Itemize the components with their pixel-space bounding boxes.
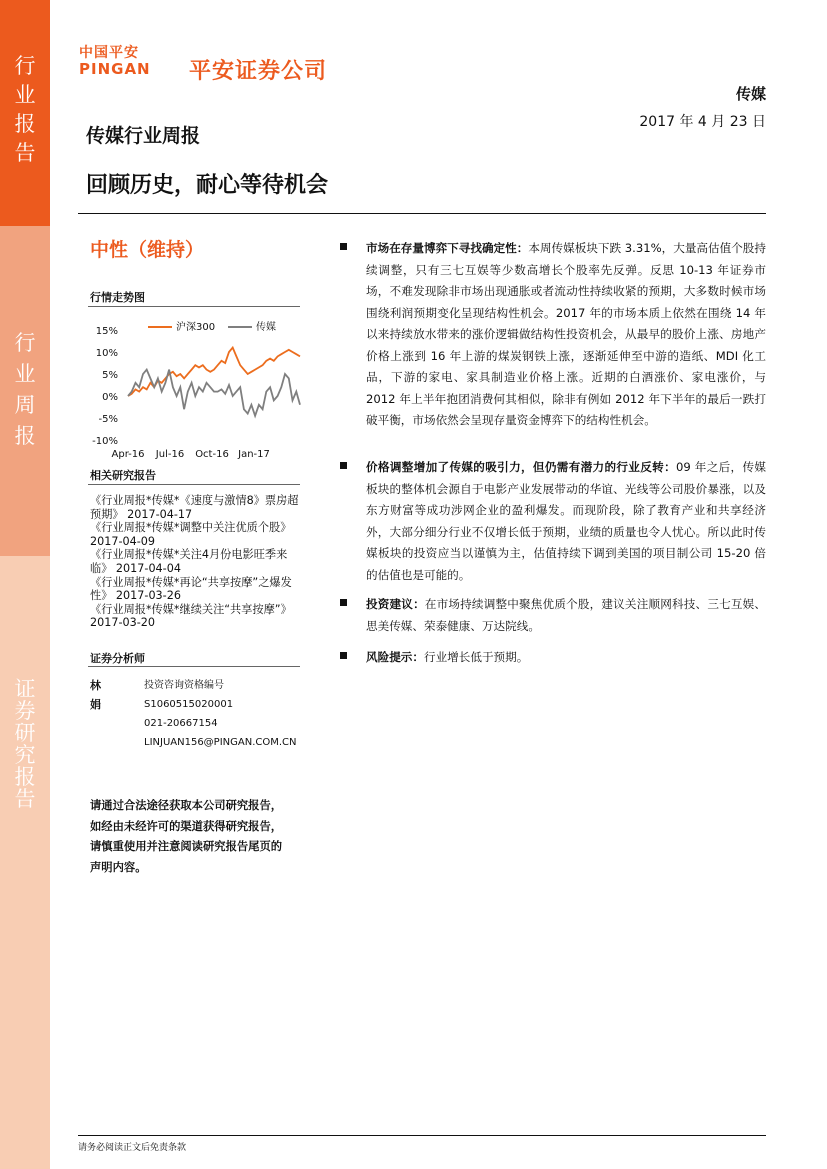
chart-section-divider (88, 306, 300, 307)
series-line-csi300 (128, 348, 300, 396)
sidebar-band-middle (0, 226, 50, 556)
y-tick-label: 5% (102, 370, 118, 381)
y-tick-label: 15% (95, 326, 118, 337)
sidebar-band-top (0, 0, 50, 226)
key-point-lead: 价格调整增加了传媒的吸引力，但仍需有潜力的行业反转： (366, 460, 676, 474)
analyst-phone: 021-20667154 (144, 718, 218, 729)
legend-label: 传媒 (256, 322, 276, 333)
analyst-email[interactable]: LINJUAN156@PINGAN.COM.CN (144, 737, 297, 748)
y-tick-label: 0% (102, 392, 118, 403)
key-point (340, 238, 766, 432)
reports-section-title: 相关研究报告 (90, 469, 156, 482)
x-tick-label: Jan-17 (238, 449, 270, 460)
key-point-lead: 风险提示： (366, 650, 424, 664)
legend-label: 沪深300 (176, 322, 216, 333)
report-headline: 回顾历史，耐心等待机会 (86, 173, 329, 198)
analyst-info (144, 676, 344, 752)
chart-section-title: 行情走势图 (90, 291, 145, 304)
sidebar-label-weekly-report: 行 业 周 报 (14, 331, 36, 448)
analyst-section-divider (88, 666, 300, 667)
key-point (340, 594, 766, 637)
sector-label: 传媒 (735, 85, 766, 103)
related-report-item[interactable]: 《行业周报*传媒*再论“共享按摩”之爆发性》 2017-03-26 (90, 575, 292, 603)
x-tick-label: Oct-16 (195, 449, 229, 460)
key-point-lead: 投资建议： (366, 597, 425, 611)
sidebar-band-bottom (0, 556, 50, 1169)
related-report-item[interactable]: 《行业周报*传媒*调整中关注优质个股》 2017-04-09 (90, 521, 292, 548)
chart-lines (128, 348, 300, 416)
market-trend-chart (88, 318, 303, 464)
key-point (340, 647, 766, 669)
report-date: 2017 年 4 月 23 日 (639, 114, 766, 130)
key-point-body: 在市场持续调整中聚焦优质个股，建议关注顺网科技、三七互娱、思美传媒、荣泰健康、万达院线。 (366, 597, 766, 633)
bullet-square-icon (340, 599, 347, 606)
sidebar-label-industry-report: 行 业 报 告 (14, 54, 36, 165)
footer-divider (78, 1135, 766, 1136)
footer-note: 请务必阅读正文后免责条款 (78, 1143, 187, 1153)
bullet-square-icon (340, 462, 347, 469)
analyst-name: 林娟 (90, 679, 101, 711)
reports-section-divider (88, 484, 300, 485)
company-name: 平安证券公司 (189, 59, 328, 84)
x-tick-label: Apr-16 (111, 449, 145, 460)
header-divider (78, 213, 766, 214)
related-report-item[interactable]: 《行业周报*传媒*《速度与激情8》票房超预期》 2017-04-17 (90, 494, 299, 521)
y-tick-label: -5% (98, 414, 118, 425)
series-line-media (128, 370, 300, 416)
y-tick-label: 10% (95, 348, 118, 359)
key-point-body: 本周传媒板块下跌 3.31%，大量高估值个股持续调整，只有三七互娱等少数高增长个股率先反弹。反思 10-13 年证券市场，不难发现除非市场出现通胀或者流动性持续收紧的预期，大多数时候市场围绕利润预期变化呈现结构性机会。2017 年的市场本质上依然在围绕 14 年以来持续放水带来的涨价逻辑做结构性投资机会，从最早的股价上涨、房地产价格上涨到 16 年上游的煤炭钢铁上涨，逐渐延伸至中游的造纸、MDI 化工品，下游的家电、家具制造业价格上涨。近期的白酒涨价、家电涨价，与 2012 年上半年抱团消费何其相似，除非有例如 2012 年下半年的最后一跌打破平衡，市场依然会呈现存量资金博弈下的结构性机会。 (366, 241, 766, 427)
x-tick-label: Jul-16 (155, 449, 185, 460)
y-tick-label: -10% (92, 436, 118, 447)
key-point (340, 457, 766, 586)
y-axis (92, 326, 118, 447)
logo-mark (79, 42, 169, 78)
logo-chinese: 中国平安 (79, 45, 139, 61)
logo-english: PINGAN (79, 60, 151, 78)
sidebar-label-securities-research: 证 券 研 究 报 告 (14, 677, 36, 811)
related-report-item[interactable]: 《行业周报*传媒*继续关注“共享按摩”》 2017-03-20 (90, 602, 292, 630)
bullet-square-icon (340, 652, 347, 659)
report-series: 传媒行业周报 (86, 125, 201, 147)
analyst-cert-label: 投资咨询资格编号 (144, 680, 224, 691)
legal-disclaimer: 请通过合法途径获取本公司研究报告，如经由未经许可的渠道获得研究报告，请慎重使用并注意阅读研究报告尾页的声明内容。 (90, 799, 283, 874)
key-point-lead: 市场在存量博弈下寻找确定性： (366, 241, 529, 255)
x-axis (112, 449, 270, 460)
analyst-section-title: 证券分析师 (90, 652, 145, 665)
related-report-item[interactable]: 《行业周报*传媒*关注4月份电影旺季来临》 2017-04-04 (90, 548, 288, 575)
chart-canvas (88, 318, 303, 460)
related-reports-list (90, 494, 302, 630)
key-point-body: 09 年之后，传媒板块的整体机会源自于电影产业发展带动的华谊、光线等公司股价暴涨，以及东方财富等成功涉网企业的盈利爆发。而现阶段，除了教育产业和共享经济外，大部分细分行业不仅增长低于预期，业绩的质量也令人忧心。所以此时传媒板块的投资应当以谨慎为主，估值持续下调到美国的项目制公司 15-20 倍的估值也是可能的。 (366, 460, 766, 582)
analyst-cert-number: S1060515020001 (144, 699, 234, 710)
rating-label: 中性（维持） (90, 239, 205, 261)
key-point-body: 行业增长低于预期。 (423, 650, 529, 664)
bullet-square-icon (340, 243, 347, 250)
chart-legend (148, 320, 276, 333)
